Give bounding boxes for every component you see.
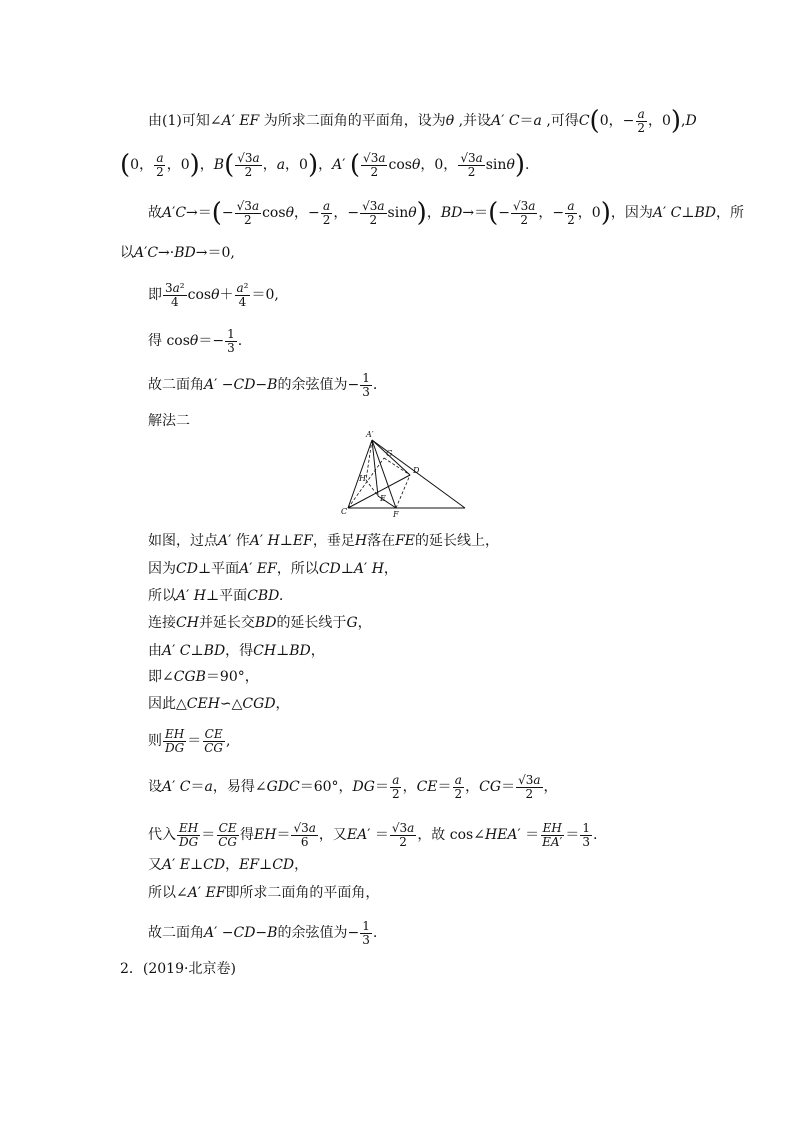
label-E: E bbox=[380, 494, 386, 503]
text-line-19: 又A′ E⊥CD，EF⊥CD， bbox=[148, 857, 309, 873]
text-line-5: 即 $\frac{\text{3a²}}{4}$ cosθ＋ $\frac{\text{a²}}{4}$ ＝0, bbox=[148, 281, 279, 309]
edge-FD bbox=[396, 475, 410, 508]
label-G: G bbox=[386, 449, 393, 458]
text-line-16: 则 $\frac{EH}{DG}$ ＝ $\frac{CE}{CG}$ , bbox=[148, 727, 231, 755]
text-line-18: 代入 $\frac{EH}{DG}$ ＝ $\frac{CE}{CG}$ 得EH＝ $\frac{√3a}{6}$ ，又EA′ ＝ $\frac{√3a}{2}$ ，故 cos∠HEA′ ＝ $\frac{EH}{EA'}$ ＝ $\frac{1}{3}$ . bbox=[148, 821, 598, 849]
edge-CG bbox=[348, 458, 384, 508]
text-line-22: 2．(2019·北京卷) bbox=[120, 961, 236, 977]
text-line-17: 设A′ C＝a，易得∠GDC＝60°，DG＝ $\frac{a}{2}$ ，CE＝ $\frac{a}{2}$ ，CG＝ $\frac{√3a}{2}$ ， bbox=[148, 773, 558, 801]
geometry-figure bbox=[340, 430, 470, 518]
label-D: D bbox=[413, 466, 420, 475]
text-line-7: 故二面角A′ −CD−B的余弦值为− $\frac{1}{3}$ . bbox=[148, 371, 378, 399]
text-line-3: 故A′C→＝(− $\frac{√3a}{2}$ cosθ，− $\frac{a}{2}$ ，− $\frac{√3a}{2}$ sinθ)，BD→＝(− $\frac{√3a}{2}$ ，− $\frac{a}{2}$ ，0)，因为A′ C⊥BD，所 bbox=[148, 198, 745, 229]
text-line-15: 因此△CEH∽△CGD， bbox=[148, 696, 290, 712]
edge-AH bbox=[366, 440, 372, 480]
line-1-text: 由(1)可知∠A′ EF 为所求二面角的平面角，设为θ ,并设A′ C＝a ,可得C(0，− $\frac{a}{2}$ ，0),D bbox=[148, 106, 697, 137]
text-line-6: 得 cosθ＝− $\frac{1}{3}$ . bbox=[148, 327, 243, 355]
text-line-21: 故二面角A′ −CD−B的余弦值为− $\frac{1}{3}$ . bbox=[148, 919, 378, 947]
text-line-14: 即∠CGB＝90°， bbox=[148, 669, 259, 685]
text-line-8: 解法二 bbox=[148, 413, 190, 429]
text-line-13: 由A′ C⊥BD，得CH⊥BD， bbox=[148, 643, 325, 659]
text-line-10: 因为CD⊥平面A′ EF，所以CD⊥A′ H， bbox=[148, 561, 398, 577]
text-line-1 bbox=[148, 106, 697, 137]
text-line-20: 所以∠A′ EF即所求二面角的平面角， bbox=[148, 885, 380, 901]
text-line-11: 所以A′ H⊥平面CBD. bbox=[148, 588, 284, 604]
text-line-4: 以A′C→·BD→＝0, bbox=[120, 245, 235, 261]
edge-GD bbox=[384, 458, 410, 475]
text-line-12: 连接CH并延长交BD的延长线于G， bbox=[148, 615, 372, 631]
text-line-2: (0， $\frac{a}{2}$ ，0)，B( $\frac{√3a}{2}$ ，a，0)，A′ ( $\frac{√3a}{2}$ cosθ，0， $\frac{√3a}{2}$ sinθ). bbox=[120, 150, 530, 181]
edge-CD bbox=[348, 475, 410, 508]
label-F: F bbox=[393, 510, 399, 518]
label-H: H bbox=[359, 474, 366, 483]
label-A: A′ bbox=[366, 430, 374, 439]
label-C: C bbox=[341, 507, 348, 516]
text-line-9: 如图，过点A′ 作A′ H⊥EF，垂足H落在FE的延长线上， bbox=[148, 533, 500, 549]
